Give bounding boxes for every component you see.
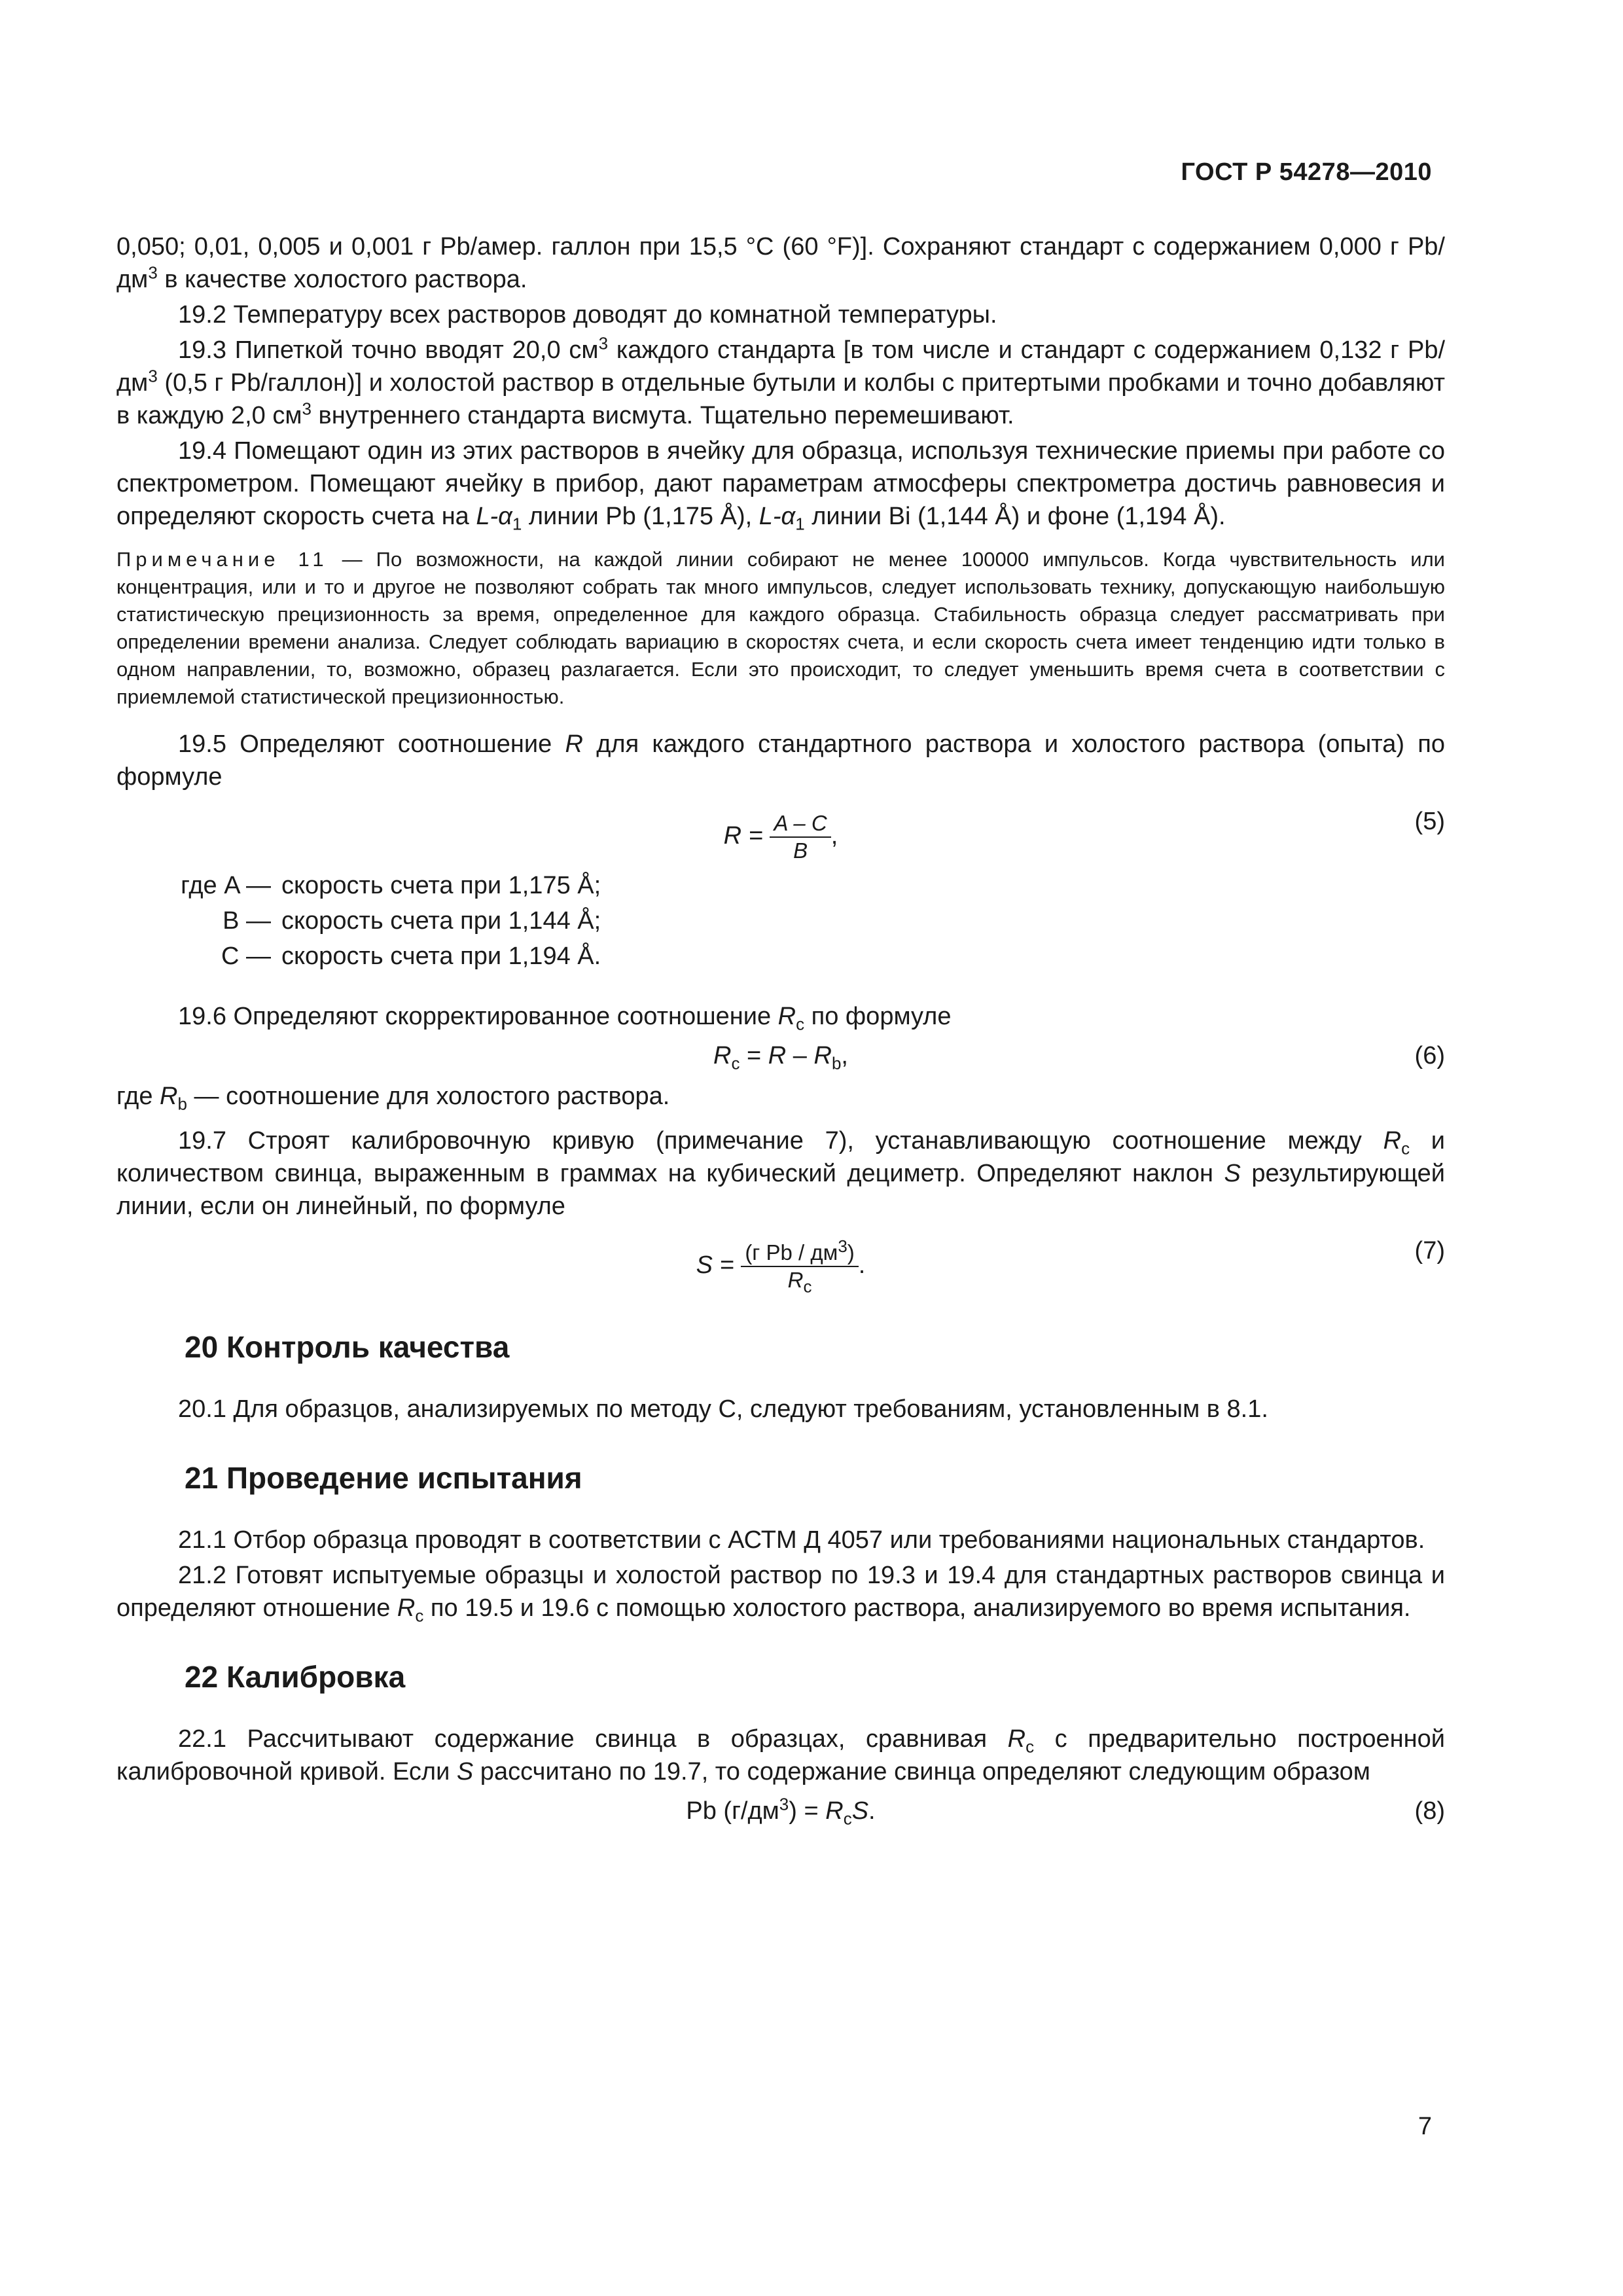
formula-number: (5) bbox=[1414, 808, 1445, 835]
paragraph-19-3: 19.3 Пипеткой точно вводят 20,0 $см^3$ каждого стандарта [в том числе и стандарт с содержанием 0,132 г $Pb/дм^3$ (0,5 г Pb/галлон)] и холостой раствор в отдельные бутыли и колбы с притертыми пробками и точно добавляют в каждую 2,0 $см^3$ внутреннего стандарта висмута. Тщательно перемешивают. bbox=[116, 333, 1446, 429]
where-item: C — скорость счета при 1,194 Å. bbox=[221, 942, 601, 970]
formula-8: Pb $(г/дм^3) = R_cS$. (8) bbox=[686, 1794, 1445, 1829]
paragraph-19-4: 19.4 Помещают один из этих растворов в ячейку для образца, используя технические приемы при работе со спектрометром. Помещают ячейку в прибор, дают параметрам атмосферы спектрометра достичь равновесия и определяют скорость счета на $L-\alpha_1$ линии Pb (1,175 Å), $L-\alpha_1$ линии Bi (1,144 Å) и фоне (1,194 Å). bbox=[116, 437, 1445, 534]
paragraph-continuation: 0,050; 0,01, 0,005 и 0,001 г Pb/амер. галлон при 15,5 °С (60 °F)]. Сохраняют стандарт с содержанием 0,000 г $Pb/дм^3$ в качестве холостого раствора. bbox=[116, 233, 1445, 293]
formula-6: $R_c = R - R_b$, (6) bbox=[116, 1037, 1445, 1076]
where-6: где $R_b$ — соотношение для холостого раствора. bbox=[116, 1083, 670, 1114]
formula-5: R = $\frac{A - C}{B}$ , (5) bbox=[116, 797, 1445, 863]
formula-number: (7) bbox=[1414, 1237, 1445, 1265]
page-body bbox=[116, 230, 1445, 1835]
where-item: где A — скорость счета при 1,175 Å; bbox=[181, 872, 601, 899]
paragraph-19-5: 19.5 Определяют соотношение R для каждого стандартного раствора и холостого раствора (опыта) по формуле bbox=[116, 730, 1445, 791]
note-11: Примечание 11 — По возможности, на каждой линии собирают не менее 100000 импульсов. Когда чувствительность или концентрация, или и то и другое не позволяют собрать так много импульсов, следует использовать технику, допускающую наибольшую статистическую прецизионность за время, определенное для каждого образца. Стабильность образца следует рассматривать при определении времени анализа. Следует соблюдать вариацию в скоростях счета, и если скорость счета имеет тенденцию идти только в одном направлении, то, возможно, образец разлагается. Если это происходит, то следует уменьшить время счета в соответствии с приемлемой статистической прецизионностью. bbox=[116, 548, 1445, 708]
section-heading-22: 22 Калибровка bbox=[185, 1660, 406, 1694]
paragraph-22-1: 22.1 Рассчитывают содержание свинца в образцах, сравнивая $R_c$ с предварительно построенной калибровочной кривой. Если S рассчитано по 19.7, то содержание свинца определяют следующим образом bbox=[116, 1725, 1445, 1785]
section-heading-20: 20 Контроль качества bbox=[185, 1330, 510, 1364]
formula-7: S = $\frac{(г Pb / дм^3)}{R_c}$ . (7) bbox=[116, 1227, 1445, 1292]
paragraph-19-7: 19.7 Строят калибровочную кривую (примечание 7), устанавливающую соотношение между $R_c$ и количеством свинца, выраженным в граммах на кубический дециметр. Определяют наклон S результирующей линии, если он линейный, по формуле bbox=[116, 1127, 1445, 1220]
where-list-5 bbox=[116, 868, 1445, 974]
note-label: Примечание 11 bbox=[116, 548, 329, 571]
document-id-header: ГОСТ Р 54278—2010 bbox=[1181, 158, 1432, 186]
paragraph-21-1: 21.1 Отбор образца проводят в соответствии с АСТМ Д 4057 или требованиями национальных стандартов. bbox=[178, 1526, 1425, 1554]
formula-number: (6) bbox=[1414, 1042, 1445, 1069]
paragraph-19-2: 19.2 Температуру всех растворов доводят до комнатной температуры. bbox=[178, 301, 997, 329]
formula-number: (8) bbox=[1414, 1797, 1445, 1825]
paragraph-20-1: 20.1 Для образцов, анализируемых по методу С, следуют требованиям, установленным в 8.1. bbox=[178, 1395, 1268, 1423]
page-number: 7 bbox=[1418, 2113, 1432, 2140]
where-item: B — скорость счета при 1,144 Å; bbox=[223, 907, 601, 935]
section-heading-21: 21 Проведение испытания bbox=[185, 1461, 582, 1495]
paragraph-21-2: 21.2 Готовят испытуемые образцы и холостой раствор по 19.3 и 19.4 для стандартных растворов свинца и определяют отношение $R_c$ по 19.5 и 19.6 с помощью холостого раствора, анализируемого во время испытания. bbox=[116, 1562, 1445, 1626]
paragraph-19-6: 19.6 Определяют скорректированное соотношение $R_c$ по формуле bbox=[178, 1003, 952, 1034]
